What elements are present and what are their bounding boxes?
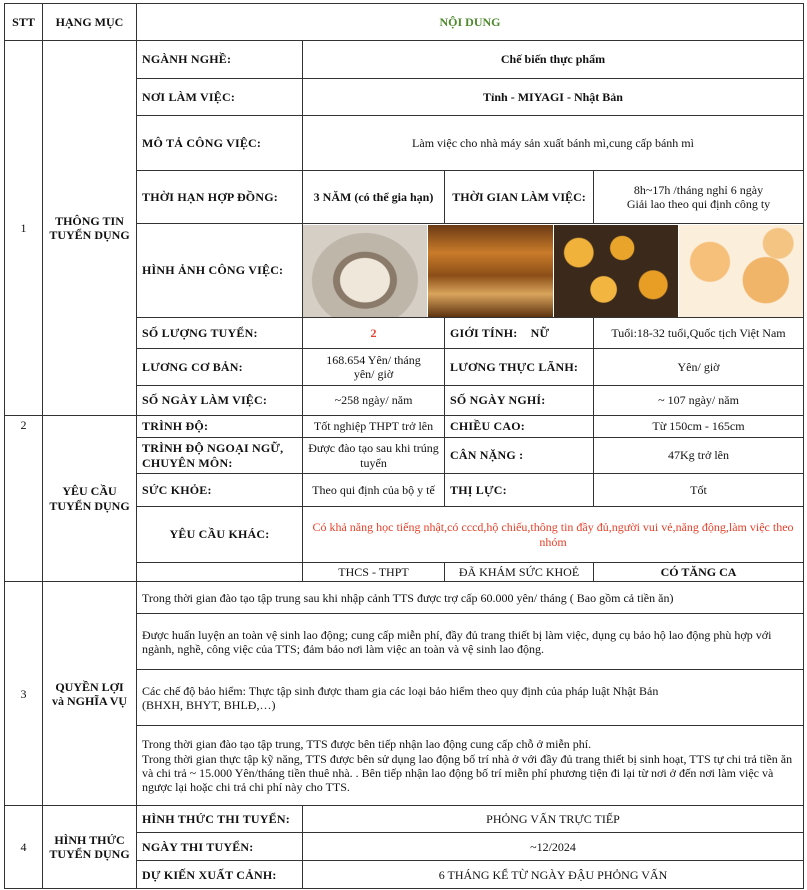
net-salary-label: LƯƠNG THỰC LÃNH: [445,349,594,386]
sub-blank [137,563,303,582]
benefit-4-line-1: Trong thời gian đào tạo tập trung, TTS được bên tiếp nhận lao động cung cấp chỗ ở miễn phí. [142,737,592,752]
section4-title: HÌNH THỨC TUYỂN DỤNG [43,806,137,889]
header-stt: STT [5,4,43,41]
salary-value [303,349,445,386]
gender-cell [445,318,594,349]
method-label: HÌNH THỨC THI TUYỂN: [137,806,303,833]
sub-1: THCS - THPT [303,563,445,582]
workdays-value: ~258 ngày/ năm [303,386,445,416]
sub-3: CÓ TĂNG CA [594,563,804,582]
language-value: Được đào tạo sau khi trúng tuyển [303,438,445,474]
worktime-line-1: 8h~17h /tháng nghỉ 6 ngày [633,182,764,197]
bread-shelves-photo [428,225,553,317]
header-row [5,4,804,41]
row-benefit-1 [5,582,804,614]
height-label: CHIỀU CAO: [445,416,594,438]
method-value: PHỎNG VẤN TRỰC TIẾP [303,806,804,833]
images-cell [303,224,804,318]
recruitment-table [4,3,804,889]
section2-stt: 2 [5,416,43,582]
benefit-1: Trong thời gian đào tạo tập trung sau khi nhập cảnh TTS được trợ cấp 60.000 yên/ tháng ( Bao gồm cả tiền ăn) [137,582,804,614]
age-value: Tuổi:18-32 tuổi,Quốc tịch Việt Nam [594,318,804,349]
section2-title: YÊU CẦU TUYỂN DỤNG [43,416,137,582]
date-value: ~12/2024 [303,833,804,861]
pastry-tray-photo [554,225,679,317]
quantity-label: SỐ LƯỢNG TUYỂN: [137,318,303,349]
other-value: Có khả năng học tiếng nhật,có cccd,hộ chiếu,thông tin đầy đủ,người vui vẻ,năng động,làm việc theo nhóm [303,507,804,563]
bread-rolls-photo [679,225,803,317]
sub-2: ĐÃ KHÁM SỨC KHOẺ [445,563,594,582]
daysoff-value: ~ 107 ngày/ năm [594,386,804,416]
worktime-value [594,171,804,224]
contract-label: THỜI HẠN HỢP ĐỒNG: [137,171,303,224]
depart-value: 6 THÁNG KỂ TỪ NGÀY ĐẬU PHỎNG VẤN [303,861,804,889]
section4-stt: 4 [5,806,43,889]
row-method [5,806,804,833]
benefit-4 [137,726,804,806]
date-label: NGÀY THI TUYỂN: [137,833,303,861]
weight-label: CÂN NẶNG : [445,438,594,474]
description-label: MÔ TẢ CÔNG VIỆC: [137,116,303,171]
worktime-label: THỜI GIAN LÀM VIỆC: [445,171,594,224]
benefit-3 [137,670,804,726]
row-occupation [5,41,804,79]
workplace-value: Tỉnh - MIYAGI - Nhật Bản [303,79,804,116]
language-label: TRÌNH ĐỘ NGOẠI NGỮ, CHUYÊN MÔN: [137,438,303,474]
benefit-3-line-2: (BHXH, BHYT, BHLĐ,…) [142,697,276,712]
salary-line-1: 168.654 Yên/ tháng [326,352,421,367]
other-label: YÊU CẦU KHÁC: [137,507,303,563]
header-content: NỘI DUNG [137,4,804,41]
dough-kneading-photo [303,225,428,317]
quantity-value: 2 [303,318,445,349]
daysoff-label: SỐ NGÀY NGHỈ: [445,386,594,416]
benefit-3-line-1: Các chế độ bảo hiểm: Thực tập sinh được tham gia các loại bảo hiểm theo quy định của pháp luật Nhật Bản [142,683,659,698]
section3-title: QUYỀN LỢI và NGHĨA VỤ [43,582,137,806]
description-value: Làm việc cho nhà máy sản xuất bánh mì,cung cấp bánh mì [303,116,804,171]
education-label: TRÌNH ĐỘ: [137,416,303,438]
height-value: Từ 150cm - 165cm [594,416,804,438]
benefit-4-line-2: Trong thời gian thực tập kỹ năng, TTS được bên sử dụng lao động bố trí nhà ở với đầy đủ trang thiết bị sinh hoạt, TTS tự chi trả tiền ăn và chi trả ~ 15.000 Yên/tháng tiền thuê nhà. . Bên tiếp nhận lao động bố trí miễn phí phương tiện đi lại từ nơi ở đến nơi làm việc và ngược lại hoặc chi trả chi phí này cho TTS. [142,751,793,795]
job-images [303,225,803,317]
header-category: HẠNG MỤC [43,4,137,41]
health-value: Theo qui định của bộ y tế [303,474,445,507]
health-label: SỨC KHỎE: [137,474,303,507]
section3-stt: 3 [5,582,43,806]
occupation-value: Chế biến thực phẩm [303,41,804,79]
salary-label: LƯƠNG CƠ BẢN: [137,349,303,386]
education-value: Tốt nghiệp THPT trở lên [303,416,445,438]
occupation-label: NGÀNH NGHỀ: [137,41,303,79]
depart-label: DỰ KIẾN XUẤT CẢNH: [137,861,303,889]
vision-value: Tốt [594,474,804,507]
worktime-line-2: Giải lao theo qui định công ty [626,197,771,211]
section1-stt: 1 [5,41,43,416]
section1-title: THÔNG TIN TUYỂN DỤNG [43,41,137,416]
workdays-label: SỐ NGÀY LÀM VIỆC: [137,386,303,416]
benefit-2: Được huấn luyện an toàn vệ sinh lao động; cung cấp miễn phí, đầy đủ trang thiết bị làm việc, dụng cụ bảo hộ lao động phù hợp với ngành, nghề, công việc của TTS; đảm bảo nơi làm việc an toàn và vệ sinh lao động. [137,614,804,670]
vision-label: THỊ LỰC: [445,474,594,507]
images-label: HÌNH ẢNH CÔNG VIỆC: [137,224,303,318]
net-salary-value: Yên/ giờ [594,349,804,386]
gender-label: GIỚI TÍNH: [450,325,518,340]
weight-value: 47Kg trở lên [594,438,804,474]
gender-value: NỮ [530,325,550,340]
row-education [5,416,804,438]
workplace-label: NƠI LÀM VIỆC: [137,79,303,116]
contract-value: 3 NĂM (có thể gia hạn) [303,171,445,224]
salary-line-2: yên/ giờ [353,367,394,381]
